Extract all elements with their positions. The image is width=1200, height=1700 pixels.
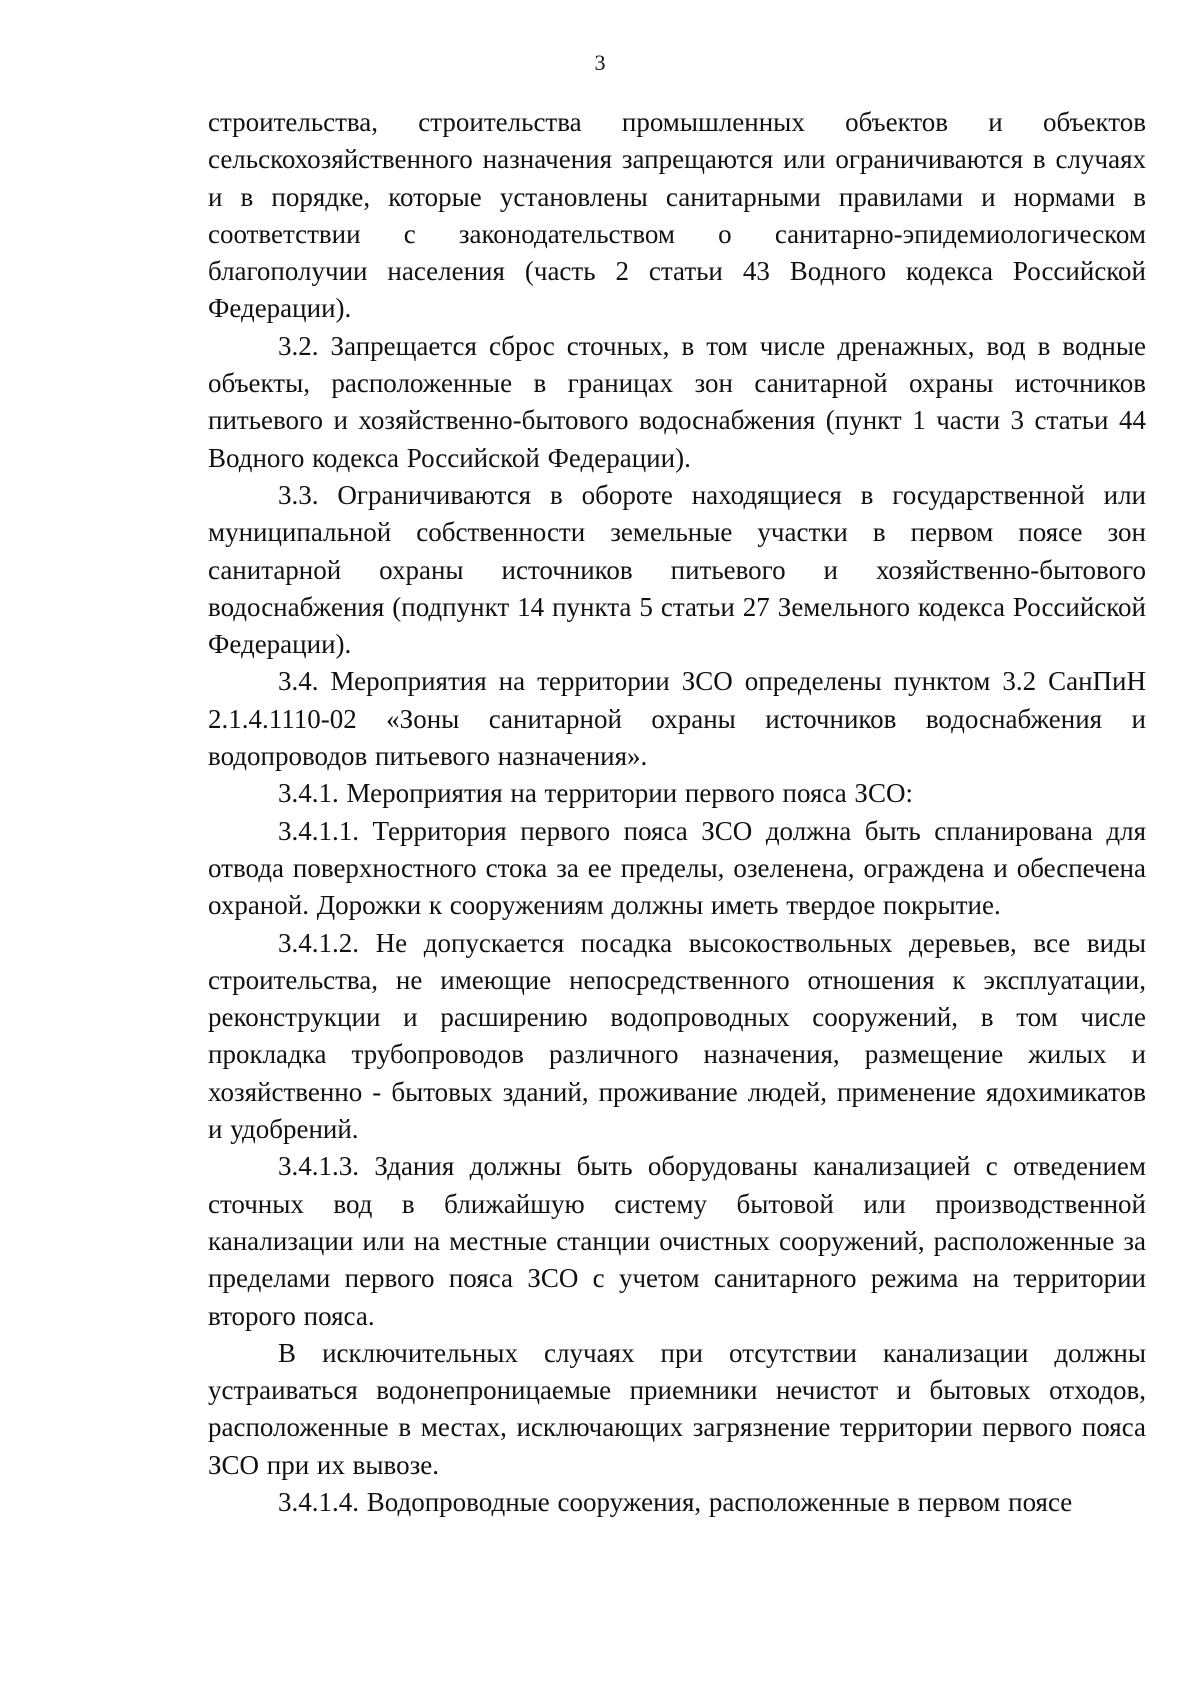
document-body <box>208 104 1146 1521</box>
paragraph-continuation: строительства, строительства промышленных объектов и объектов сельскохозяйственного назначения запрещаются или ограничиваются в случаях и в порядке, которые установлены санитарными правилами и нормами в соответствии с законодательством о санитарно-эпидемиологическом благополучии населения (часть 2 статьи 43 Водного кодекса Российской Федерации). <box>208 107 1146 324</box>
paragraph-3-4-1-2: 3.4.1.2. Не допускается посадка высокоствольных деревьев, все виды строительства, не имеющие непосредственного отношения к эксплуатации, реконструкции и расширению водопроводных сооружений, в том числе прокладка трубопроводов различного назначения, размещение жилых и хозяйственно - бытовых зданий, проживание людей, применение ядохимикатов и удобрений. <box>208 927 1146 1145</box>
paragraph-3-4-1-3: 3.4.1.3. Здания должны быть оборудованы канализацией с отведением сточных вод в ближайшую систему бытовой или производственной канализации или на местные станции очистных сооружений, расположенные за пределами первого пояса ЗСО с учетом санитарного режима на территории второго пояса. <box>208 1151 1146 1331</box>
paragraph-3-4-1-4: 3.4.1.4. Водопроводные сооружения, расположенные в первом поясе <box>278 1486 1073 1517</box>
paragraph-exceptional-cases: В исключительных случаях при отсутствии канализации должны устраиваться водонепроницаемые приемники нечистот и бытовых отходов, расположенные в местах, исключающих загрязнение территории первого пояса ЗСО при их вывозе. <box>208 1337 1146 1480</box>
paragraph-3-2: 3.2. Запрещается сброс сточных, в том числе дренажных, вод в водные объекты, расположенные в границах зон санитарной охраны источников питьевого и хозяйственно-бытового водоснабжения (пункт 1 части 3 статьи 44 Водного кодекса Российской Федерации). <box>208 330 1146 473</box>
page-number: 3 <box>594 50 606 75</box>
paragraph-3-4-1-1: 3.4.1.1. Территория первого пояса ЗСО должна быть спланирована для отвода поверхностного стока за ее пределы, озеленена, ограждена и обеспечена охраной. Дорожки к сооружениям должны иметь твердое покрытие. <box>208 815 1146 921</box>
paragraph-3-4-1: 3.4.1. Мероприятия на территории первого пояса ЗСО: <box>278 778 913 809</box>
paragraph-3-4: 3.4. Мероприятия на территории ЗСО определены пунктом 3.2 СанПиН 2.1.4.1110-02 «Зоны санитарной охраны источников водоснабжения и водопроводов питьевого назначения». <box>208 666 1146 772</box>
paragraph-3-3: 3.3. Ограничиваются в обороте находящиеся в государственной или муниципальной собственности земельные участки в первом поясе зон санитарной охраны источников питьевого и хозяйственно-бытового водоснабжения (подпункт 14 пункта 5 статьи 27 Земельного кодекса Российской Федерации). <box>208 479 1146 660</box>
